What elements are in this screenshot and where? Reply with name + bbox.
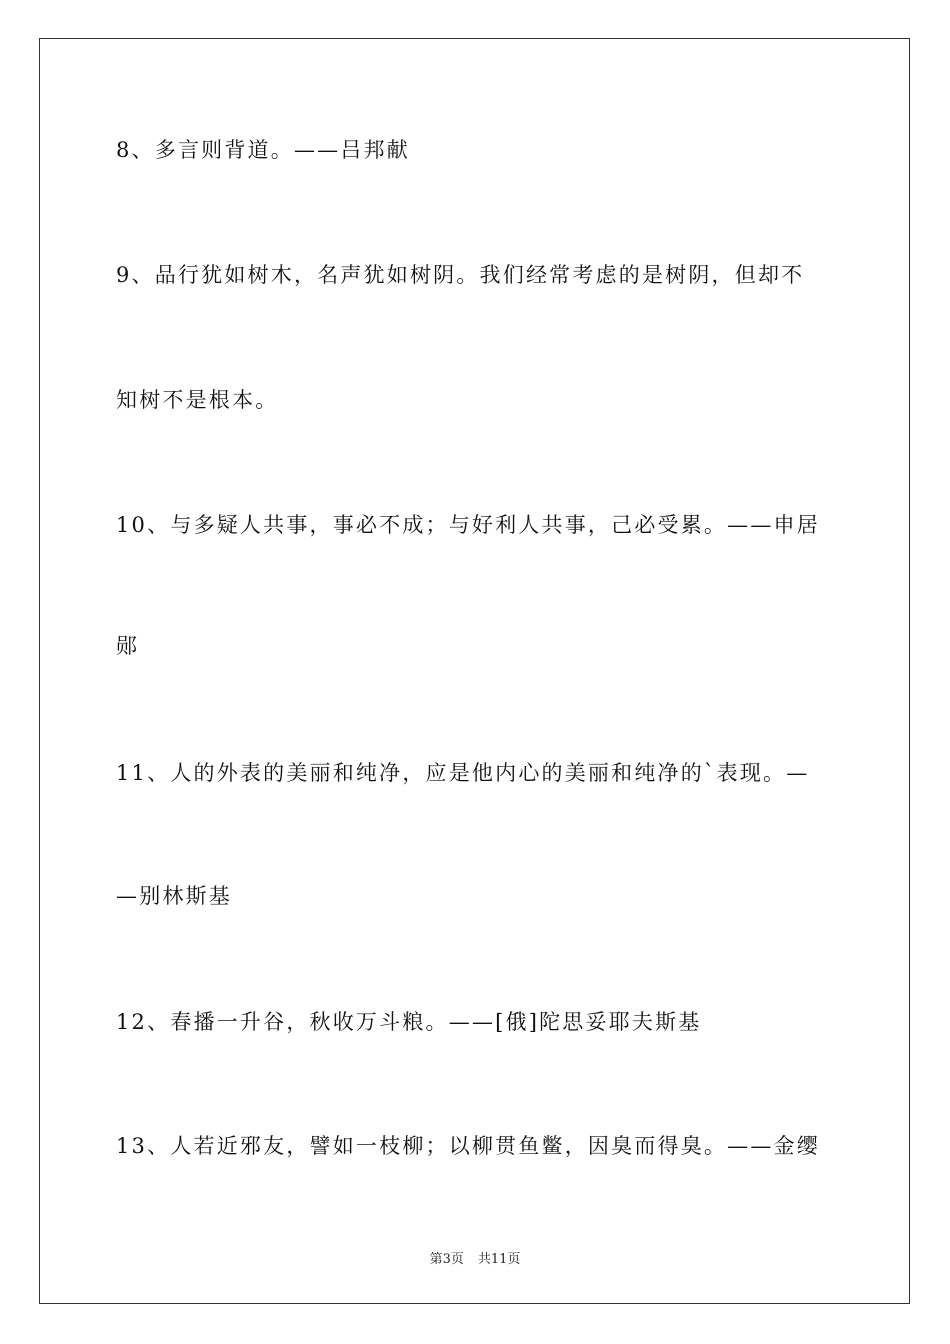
text-line-2: 9、品行犹如树木，名声犹如树阴。我们经常考虑的是树阴，但却不 — [116, 263, 805, 287]
page-footer — [0, 1248, 950, 1267]
text-line-1: 8、多言则背道。——吕邦献 — [116, 138, 410, 162]
text-line-3: 知树不是根本。 — [116, 388, 279, 412]
text-line-8: 12、春播一升谷，秋收万斗粮。——[俄]陀思妥耶夫斯基 — [116, 1010, 702, 1034]
text-line-4: 10、与多疑人共事，事必不成；与好利人共事，己必受累。——申居 — [116, 513, 820, 537]
page-border — [39, 38, 910, 1304]
total-pages: 共11页 — [477, 1252, 521, 1267]
text-line-7: —别林斯基 — [116, 884, 232, 908]
text-line-9: 13、人若近邪友，譬如一枝柳；以柳贯鱼鳖，因臭而得臭。——金缨 — [116, 1134, 820, 1158]
page-number: 第3页 — [429, 1252, 464, 1267]
text-line-6: 11、人的外表的美丽和纯净，应是他内心的美丽和纯净的`表现。— — [116, 761, 810, 785]
text-line-5: 郧 — [116, 634, 140, 658]
